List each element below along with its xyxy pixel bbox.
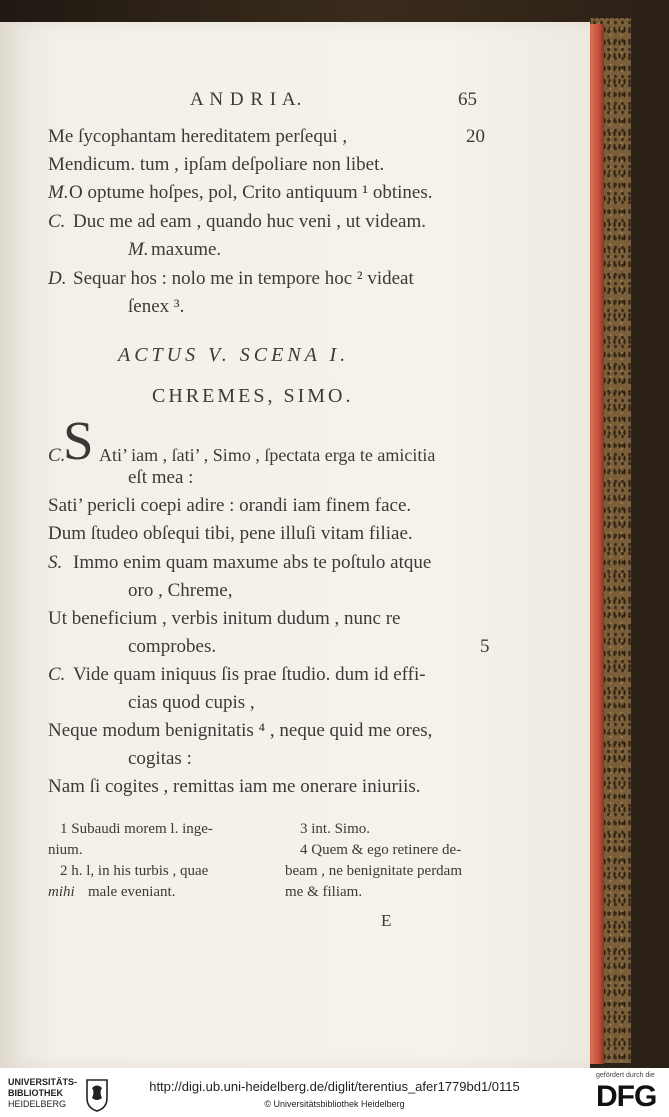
speaker-label: M. xyxy=(48,182,69,203)
footnote-line: male eveniant. xyxy=(88,884,176,900)
speaker-label: C. xyxy=(48,445,66,466)
speaker-label: C. xyxy=(48,211,66,232)
footer-bar xyxy=(0,1068,669,1117)
footnote-line: 2 h. l, in his turbis , quae xyxy=(60,863,209,879)
speaker-label: D. xyxy=(48,268,67,289)
text-line: Sati’ pericli coepi adire : orandi iam finem face. xyxy=(48,495,412,516)
book-page xyxy=(0,22,590,1068)
footnote-line: nium. xyxy=(48,842,83,858)
footnote-line: 4 Quem & ego retinere de- xyxy=(300,842,462,858)
logo-line: HEIDELBERG xyxy=(8,1099,67,1109)
text-line: ſenex ³. xyxy=(128,296,185,317)
footnote-line: me & filiam. xyxy=(285,884,363,900)
text-line: comprobes. xyxy=(128,636,217,657)
text-line: Sequar hos : nolo me in tempore hoc ² videat xyxy=(73,268,414,289)
line-number: 20 xyxy=(466,126,485,147)
text-line: Vide quam iniquus ſis prae ſtudio. dum id effi- xyxy=(73,664,426,685)
signature-mark: E xyxy=(381,911,392,930)
footnote-line: beam , ne benignitate perdam xyxy=(285,863,463,879)
text-line: Ut beneficium , verbis initum dudum , nunc re xyxy=(48,608,401,629)
text-line: Ati’ iam , ſati’ , Simo , ſpectata erga te amicitia xyxy=(99,445,436,465)
text-line: Immo enim quam maxume abs te poſtulo atque xyxy=(73,552,432,573)
characters-heading: CHREMES, SIMO. xyxy=(152,385,354,407)
drop-cap: S xyxy=(63,410,94,471)
footnote-line: 1 Subaudi morem l. inge- xyxy=(60,821,213,837)
footnote-italic: mihi xyxy=(48,884,75,900)
footnote-line: 3 int. Simo. xyxy=(300,821,371,837)
line-number: 5 xyxy=(480,636,490,657)
page-number: 65 xyxy=(458,89,477,110)
logo-line: UNIVERSITÄTS- xyxy=(8,1077,78,1087)
text-line: cias quod cupis , xyxy=(128,692,255,713)
speaker-label: S. xyxy=(48,552,63,573)
act-heading: ACTUS V. SCENA I. xyxy=(118,344,350,366)
text-line: Duc me ad eam , quando huc veni , ut videam. xyxy=(73,211,426,232)
text-line: Nam ſi cogites , remittas iam me onerare iniuriis. xyxy=(48,776,421,797)
speaker-label: C. xyxy=(48,664,66,685)
text-line: Dum ſtudeo obſequi tibi, pene illuſi vitam filiae. xyxy=(48,523,413,544)
text-line: maxume. xyxy=(151,239,222,260)
funding-label: gefördert durch die xyxy=(596,1072,655,1079)
text-line: Mendicum. tum , ipſam deſpoliare non libet. xyxy=(48,154,385,175)
copyright-notice: © Universitätsbibliothek Heidelberg xyxy=(264,1099,405,1109)
text-line: O optume hoſpes, pol, Crito antiquum ¹ obtines. xyxy=(69,182,433,203)
text-line: Me ſycophantam hereditatem perſequi , xyxy=(48,126,348,147)
logo-line: BIBLIOTHEK xyxy=(8,1088,63,1098)
text-line: cogitas : xyxy=(128,748,192,769)
text-line: Neque modum benignitatis ⁴ , neque quid me ores, xyxy=(48,720,433,741)
speaker-label: M. xyxy=(128,239,149,260)
dfg-logo: DFG xyxy=(596,1080,657,1113)
running-head: A N D R I A. xyxy=(190,89,303,110)
text-line: oro , Chreme, xyxy=(128,580,233,601)
text-line: eſt mea : xyxy=(128,467,194,488)
permalink-url[interactable]: http://digi.ub.uni-heidelberg.de/diglit/terentius_afer1779bd1/0115 xyxy=(149,1079,520,1094)
